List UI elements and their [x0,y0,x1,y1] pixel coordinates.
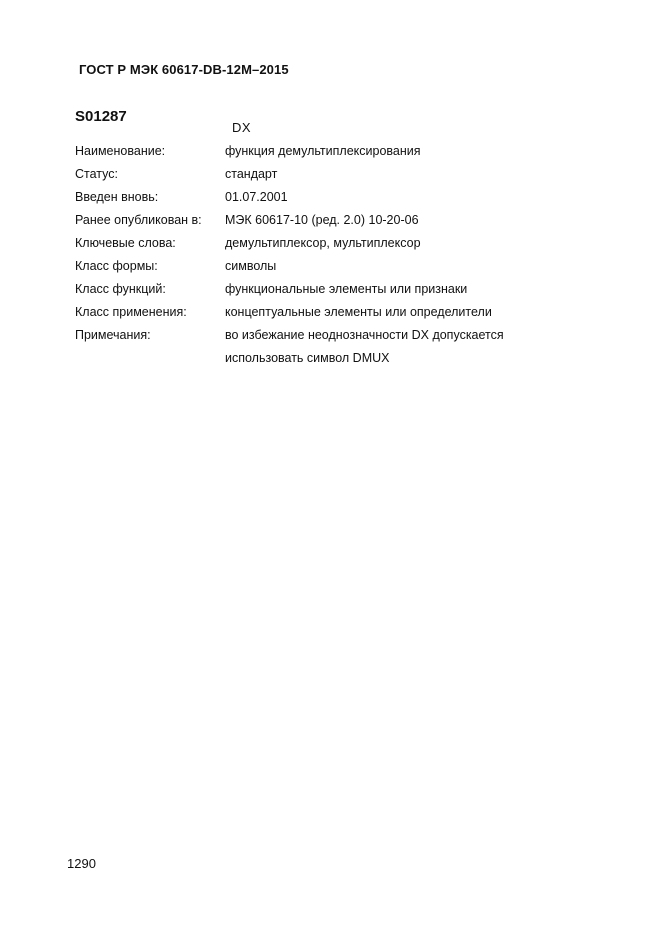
entry-id: S01287 [75,108,127,125]
field-value [225,325,504,371]
field-keywords [75,233,504,256]
note-line: во избежание неоднозначности DX допускается [225,328,504,342]
field-value: 01.07.2001 [225,190,288,204]
field-value: МЭК 60617-10 (ред. 2.0) 10-20-06 [225,213,419,227]
field-application-class [75,302,504,325]
field-status [75,164,504,187]
field-value: символы [225,259,277,273]
symbol-graphic: DX [232,120,252,135]
note-line: использовать символ DMUX [225,351,390,365]
field-value: функция демультиплексирования [225,144,421,158]
field-label: Введен вновь: [75,190,159,204]
field-value: функциональные элементы или признаки [225,282,468,296]
field-label: Наименование: [75,144,166,158]
field-name [75,141,504,164]
document-header: ГОСТ Р МЭК 60617-DB-12M–2015 [79,62,289,77]
field-introduced [75,187,504,210]
field-label: Ранее опубликован в: [75,213,202,227]
field-label: Статус: [75,167,118,181]
field-form-class [75,256,504,279]
field-label: Ключевые слова: [75,236,176,250]
field-value: концептуальные элементы или определители [225,305,492,319]
field-function-class [75,279,504,302]
field-label: Класс формы: [75,259,158,273]
field-label: Примечания: [75,328,151,342]
page-number: 1290 [67,856,96,871]
field-notes [75,325,504,371]
field-label: Класс применения: [75,305,187,319]
field-value: стандарт [225,167,278,181]
field-previously-published [75,210,504,233]
field-value: демультиплексор, мультиплексор [225,236,421,250]
field-label: Класс функций: [75,282,166,296]
entry-fields [75,141,504,371]
